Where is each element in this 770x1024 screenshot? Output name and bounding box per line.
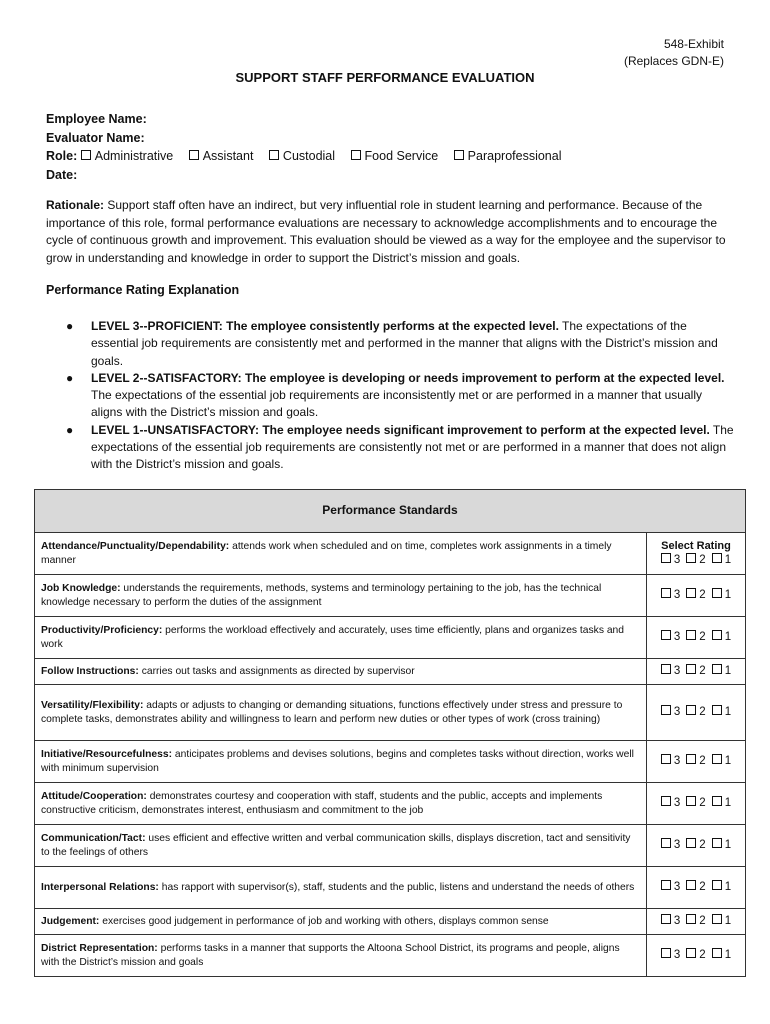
- standard-label: Job Knowledge:: [41, 583, 121, 594]
- checkbox-icon[interactable]: [661, 553, 671, 563]
- rating-value: 3: [673, 589, 681, 602]
- rating-value: 3: [673, 797, 681, 810]
- rating-cell: [647, 575, 746, 617]
- checkbox-icon[interactable]: [712, 796, 722, 806]
- rating-option-1[interactable]: [712, 705, 731, 720]
- rating-value: 3: [673, 631, 681, 644]
- checkbox-icon[interactable]: [661, 838, 671, 848]
- rating-options: [649, 553, 743, 568]
- standard-description: [35, 659, 647, 685]
- checkbox-icon[interactable]: [686, 948, 696, 958]
- rating-option-2[interactable]: [686, 754, 705, 769]
- performance-standards-table: [34, 489, 746, 977]
- rating-option-3[interactable]: [661, 588, 680, 603]
- role-line: [46, 147, 573, 166]
- bullet-icon: ●: [66, 319, 74, 333]
- checkbox-icon[interactable]: [686, 588, 696, 598]
- rating-option-3[interactable]: [661, 838, 680, 853]
- checkbox-icon[interactable]: [661, 630, 671, 640]
- rating-explanation-heading: Performance Rating Explanation: [46, 283, 240, 297]
- rating-value: 1: [724, 915, 732, 928]
- exhibit-number: 548-Exhibit: [663, 37, 724, 51]
- checkbox-icon[interactable]: [686, 796, 696, 806]
- rating-value: 1: [724, 755, 732, 768]
- standard-label: District Representation:: [41, 943, 158, 954]
- rating-option-2[interactable]: [686, 630, 705, 645]
- checkbox-icon[interactable]: [661, 754, 671, 764]
- rationale-text: Support staff often have an indirect, but very influential role in student learning and performance. Because of the importance of this role, formal performance evaluations are necessary to acknowledge accomplishments and to encourage the cycle of continuous growth and improvement. This evaluation should be viewed as a way for the employee and the supervisor to grow in understanding and knowledge in order to support the District’s mission and goals.: [46, 198, 726, 265]
- rating-value: 1: [724, 706, 732, 719]
- checkbox-icon[interactable]: [661, 948, 671, 958]
- standard-label: Judgement:: [41, 915, 100, 927]
- bullet-icon: ●: [66, 422, 74, 437]
- rating-value: 1: [724, 589, 732, 602]
- rating-cell: [647, 741, 746, 783]
- role-option-administrative[interactable]: Administrative: [81, 147, 174, 166]
- rating-options: [649, 664, 743, 679]
- standard-label: Communication/Tact:: [41, 833, 146, 844]
- rating-value: 2: [699, 554, 706, 566]
- standard-label: Attendance/Punctuality/Dependability:: [41, 541, 230, 552]
- rating-options: [649, 838, 743, 853]
- standard-label: Initiative/Resourcefulness:: [41, 749, 173, 760]
- rating-cell: [647, 935, 746, 977]
- evaluation-fields: [46, 110, 573, 184]
- checkbox-icon[interactable]: [712, 754, 722, 764]
- rating-option-1[interactable]: [712, 948, 731, 963]
- rating-level-list: [66, 318, 734, 474]
- rating-options: [649, 948, 743, 963]
- rating-value: 2: [699, 797, 706, 810]
- rating-value: 1: [724, 665, 732, 678]
- standard-description: [35, 909, 647, 935]
- rating-cell: [647, 825, 746, 867]
- checkbox-icon[interactable]: [712, 553, 722, 563]
- rating-option-2[interactable]: [686, 838, 705, 853]
- checkbox-icon[interactable]: [712, 914, 722, 924]
- rating-value: 3: [673, 949, 681, 962]
- rating-option-1[interactable]: [712, 914, 731, 929]
- standard-description: [35, 617, 647, 659]
- rating-value: 2: [699, 839, 706, 852]
- rationale-label: Rationale:: [46, 198, 105, 212]
- rating-option-2[interactable]: [686, 880, 705, 895]
- standard-text: has rapport with supervisor(s), staff, students and the public, listens and understand the needs of others: [158, 881, 635, 893]
- rating-option-2[interactable]: [686, 948, 705, 963]
- checkbox-icon[interactable]: [81, 150, 91, 160]
- rating-cell: [647, 685, 746, 741]
- rating-value: 2: [699, 755, 706, 768]
- checkbox-icon[interactable]: [661, 880, 671, 890]
- checkbox-icon[interactable]: [712, 588, 722, 598]
- checkbox-icon[interactable]: [712, 705, 722, 715]
- checkbox-icon[interactable]: [686, 705, 696, 715]
- standard-text: performs tasks in a manner that supports the Altoona School District, its programs and people, aligns with the District’s mission and goals: [41, 943, 620, 968]
- standard-text: exercises good judgement in performance of job and working with others, displays common sense: [99, 915, 549, 927]
- checkbox-icon[interactable]: [712, 838, 722, 848]
- rating-option-1[interactable]: [712, 796, 731, 811]
- list-item: [66, 370, 734, 422]
- checkbox-icon[interactable]: [661, 664, 671, 674]
- rating-cell: [647, 783, 746, 825]
- standard-description: [35, 533, 647, 575]
- rating-value: 2: [699, 915, 706, 928]
- rating-options: [649, 880, 743, 895]
- table-row: [35, 575, 746, 617]
- page-title: SUPPORT STAFF PERFORMANCE EVALUATION: [235, 70, 535, 85]
- role-label: Role:: [46, 149, 78, 163]
- rating-options: [649, 796, 743, 811]
- rating-value: 2: [699, 881, 706, 894]
- checkbox-icon[interactable]: [686, 838, 696, 848]
- rating-option-1[interactable]: [712, 588, 731, 603]
- rating-option-3[interactable]: [661, 705, 680, 720]
- rating-option-2[interactable]: [686, 553, 705, 568]
- rating-cell: [647, 659, 746, 685]
- table-row: [35, 783, 746, 825]
- rating-value: 2: [699, 665, 706, 678]
- standard-label: Interpersonal Relations:: [41, 881, 159, 893]
- exhibit-header: [624, 36, 724, 70]
- rating-option-2[interactable]: [686, 914, 705, 929]
- level-title: LEVEL 3--PROFICIENT: The employee consistently performs at the expected level.: [91, 319, 559, 333]
- rating-value: 3: [673, 915, 681, 928]
- table-row: [35, 533, 746, 575]
- standards-heading: Performance Standards: [35, 490, 746, 533]
- rating-options: [649, 588, 743, 603]
- checkbox-icon[interactable]: [686, 630, 696, 640]
- standard-description: [35, 741, 647, 783]
- standard-text: adapts or adjusts to changing or demanding situations, functions effectively under stress and pressure to complete tasks, demonstrates ability and willingness to learn and perform new duties or other types of work (cross training): [41, 700, 623, 725]
- rating-cell: [647, 867, 746, 909]
- list-item: [66, 318, 734, 370]
- rating-value: 1: [724, 881, 732, 894]
- rating-value: 3: [673, 706, 681, 719]
- bullet-icon: ●: [66, 370, 74, 385]
- standard-description: [35, 935, 647, 977]
- rating-options: [649, 914, 743, 929]
- rating-value: 3: [673, 755, 681, 768]
- rating-option-3[interactable]: [661, 796, 680, 811]
- standard-text: carries out tasks and assignments as directed by supervisor: [138, 665, 415, 677]
- rating-option-2[interactable]: [686, 588, 705, 603]
- checkbox-icon[interactable]: [686, 553, 696, 563]
- table-row: [35, 935, 746, 977]
- rating-cell: [647, 533, 746, 575]
- standard-description: [35, 575, 647, 617]
- evaluator-name-label: Evaluator Name:: [46, 130, 145, 145]
- rating-option-1[interactable]: [712, 754, 731, 769]
- level-title: LEVEL 2--SATISFACTORY: The employee is developing or needs improvement to perform at the expected level.: [91, 370, 725, 385]
- checkbox-icon[interactable]: [454, 150, 464, 160]
- rating-options: [649, 630, 743, 645]
- level-text: The expectations of the essential job requirements are inconsistently met or are performed in a manner that usually aligns with the District’s mission and goals.: [91, 388, 702, 420]
- checkbox-icon[interactable]: [712, 664, 722, 674]
- standard-description: [35, 783, 647, 825]
- standard-text: uses efficient and effective written and verbal communication skills, displays discretion, tact and sensitivity to the feelings of others: [41, 833, 631, 858]
- standard-label: Follow Instructions:: [41, 665, 139, 677]
- standard-text: attends work when scheduled and on time, completes work assignments in a timely manner: [41, 541, 612, 566]
- role-option-assistant[interactable]: Assistant: [189, 147, 254, 166]
- list-item: [66, 422, 734, 474]
- rating-option-2[interactable]: [686, 664, 705, 679]
- replaces-note: (Replaces GDN-E): [623, 54, 724, 68]
- standard-text: performs the workload effectively and accurately, uses time efficiently, plans and organizes tasks and work: [41, 625, 625, 650]
- rating-value: 1: [724, 949, 732, 962]
- checkbox-icon[interactable]: [686, 880, 696, 890]
- rating-option-1[interactable]: [712, 880, 731, 895]
- standard-label: Attitude/Cooperation:: [41, 791, 147, 802]
- table-row: [35, 685, 746, 741]
- level-title: LEVEL 1--UNSATISFACTORY: The employee needs significant improvement to perform at the expected level.: [91, 422, 710, 437]
- rating-value: 2: [699, 589, 706, 602]
- rating-cell: [647, 909, 746, 935]
- rating-value: 3: [673, 554, 681, 566]
- table-row: [35, 909, 746, 935]
- rating-option-2[interactable]: [686, 796, 705, 811]
- role-option-paraprofessional[interactable]: Paraprofessional: [454, 147, 562, 166]
- rating-value: 3: [673, 881, 681, 894]
- level-text: The expectations of the essential job requirements are consistently met and performed in the manner that aligns with the District’s mission and goals.: [91, 319, 718, 368]
- rating-option-3[interactable]: [661, 553, 680, 568]
- rating-value: 2: [699, 949, 706, 962]
- role-option-food-service[interactable]: Food Service: [351, 147, 439, 166]
- rating-options: [649, 754, 743, 769]
- rating-option-3[interactable]: [661, 948, 680, 963]
- table-row: [35, 741, 746, 783]
- standard-text: anticipates problems and devises solutions, begins and completes tasks without direction, works well with minimum supervision: [41, 749, 634, 774]
- rating-options: [649, 705, 743, 720]
- rating-option-3[interactable]: [661, 630, 680, 645]
- standard-text: demonstrates courtesy and cooperation with staff, students and the public, accepts and implements constructive criticism, demonstrates interest, enthusiasm and commitment to the job: [41, 791, 603, 816]
- checkbox-icon[interactable]: [686, 914, 696, 924]
- rating-option-1[interactable]: [712, 664, 731, 679]
- standard-label: Versatility/Flexibility:: [41, 700, 144, 711]
- table-row: [35, 867, 746, 909]
- table-row: [35, 617, 746, 659]
- checkbox-icon[interactable]: [712, 630, 722, 640]
- rating-option-1[interactable]: [712, 838, 731, 853]
- rating-option-1[interactable]: [712, 553, 731, 568]
- rating-value: 1: [724, 554, 732, 566]
- level-text: The expectations of the essential job requirements are consistently not met or are performed in a manner that does not align with the District’s mission and goals.: [91, 422, 734, 472]
- table-row: [35, 825, 746, 867]
- rating-option-3[interactable]: [661, 880, 680, 895]
- rating-value: 1: [724, 631, 732, 644]
- checkbox-icon[interactable]: [712, 880, 722, 890]
- standard-label: Productivity/Proficiency:: [41, 625, 163, 636]
- checkbox-icon[interactable]: [686, 664, 696, 674]
- checkbox-icon[interactable]: [661, 914, 671, 924]
- checkbox-icon[interactable]: [661, 588, 671, 598]
- rating-value: 3: [673, 839, 681, 852]
- rating-value: 2: [699, 706, 706, 719]
- rating-option-1[interactable]: [712, 630, 731, 645]
- role-option-custodial[interactable]: Custodial: [269, 147, 335, 166]
- rationale-paragraph: [46, 197, 730, 267]
- checkbox-icon[interactable]: [351, 150, 361, 160]
- rating-option-3[interactable]: [661, 664, 680, 679]
- standard-description: [35, 825, 647, 867]
- rating-option-2[interactable]: [686, 705, 705, 720]
- table-row: [35, 659, 746, 685]
- rating-option-3[interactable]: [661, 914, 680, 929]
- rating-value: 1: [724, 839, 732, 852]
- rating-value: 3: [673, 665, 681, 678]
- checkbox-icon[interactable]: [686, 754, 696, 764]
- rating-cell: [647, 617, 746, 659]
- checkbox-icon[interactable]: [661, 705, 671, 715]
- employee-name-label: Employee Name:: [46, 112, 147, 126]
- checkbox-icon[interactable]: [712, 948, 722, 958]
- rating-option-3[interactable]: [661, 754, 680, 769]
- checkbox-icon[interactable]: [189, 150, 199, 160]
- checkbox-icon[interactable]: [269, 150, 279, 160]
- rating-value: 2: [699, 631, 706, 644]
- checkbox-icon[interactable]: [661, 796, 671, 806]
- date-label: Date:: [46, 167, 78, 182]
- standard-description: [35, 867, 647, 909]
- rating-value: 1: [724, 797, 732, 810]
- select-rating-label: Select Rating: [661, 539, 731, 552]
- standard-description: [35, 685, 647, 741]
- standard-text: understands the requirements, methods, systems and terminology pertaining to the job, has the technical knowledge necessary to perform the duties of the assignment: [41, 583, 602, 608]
